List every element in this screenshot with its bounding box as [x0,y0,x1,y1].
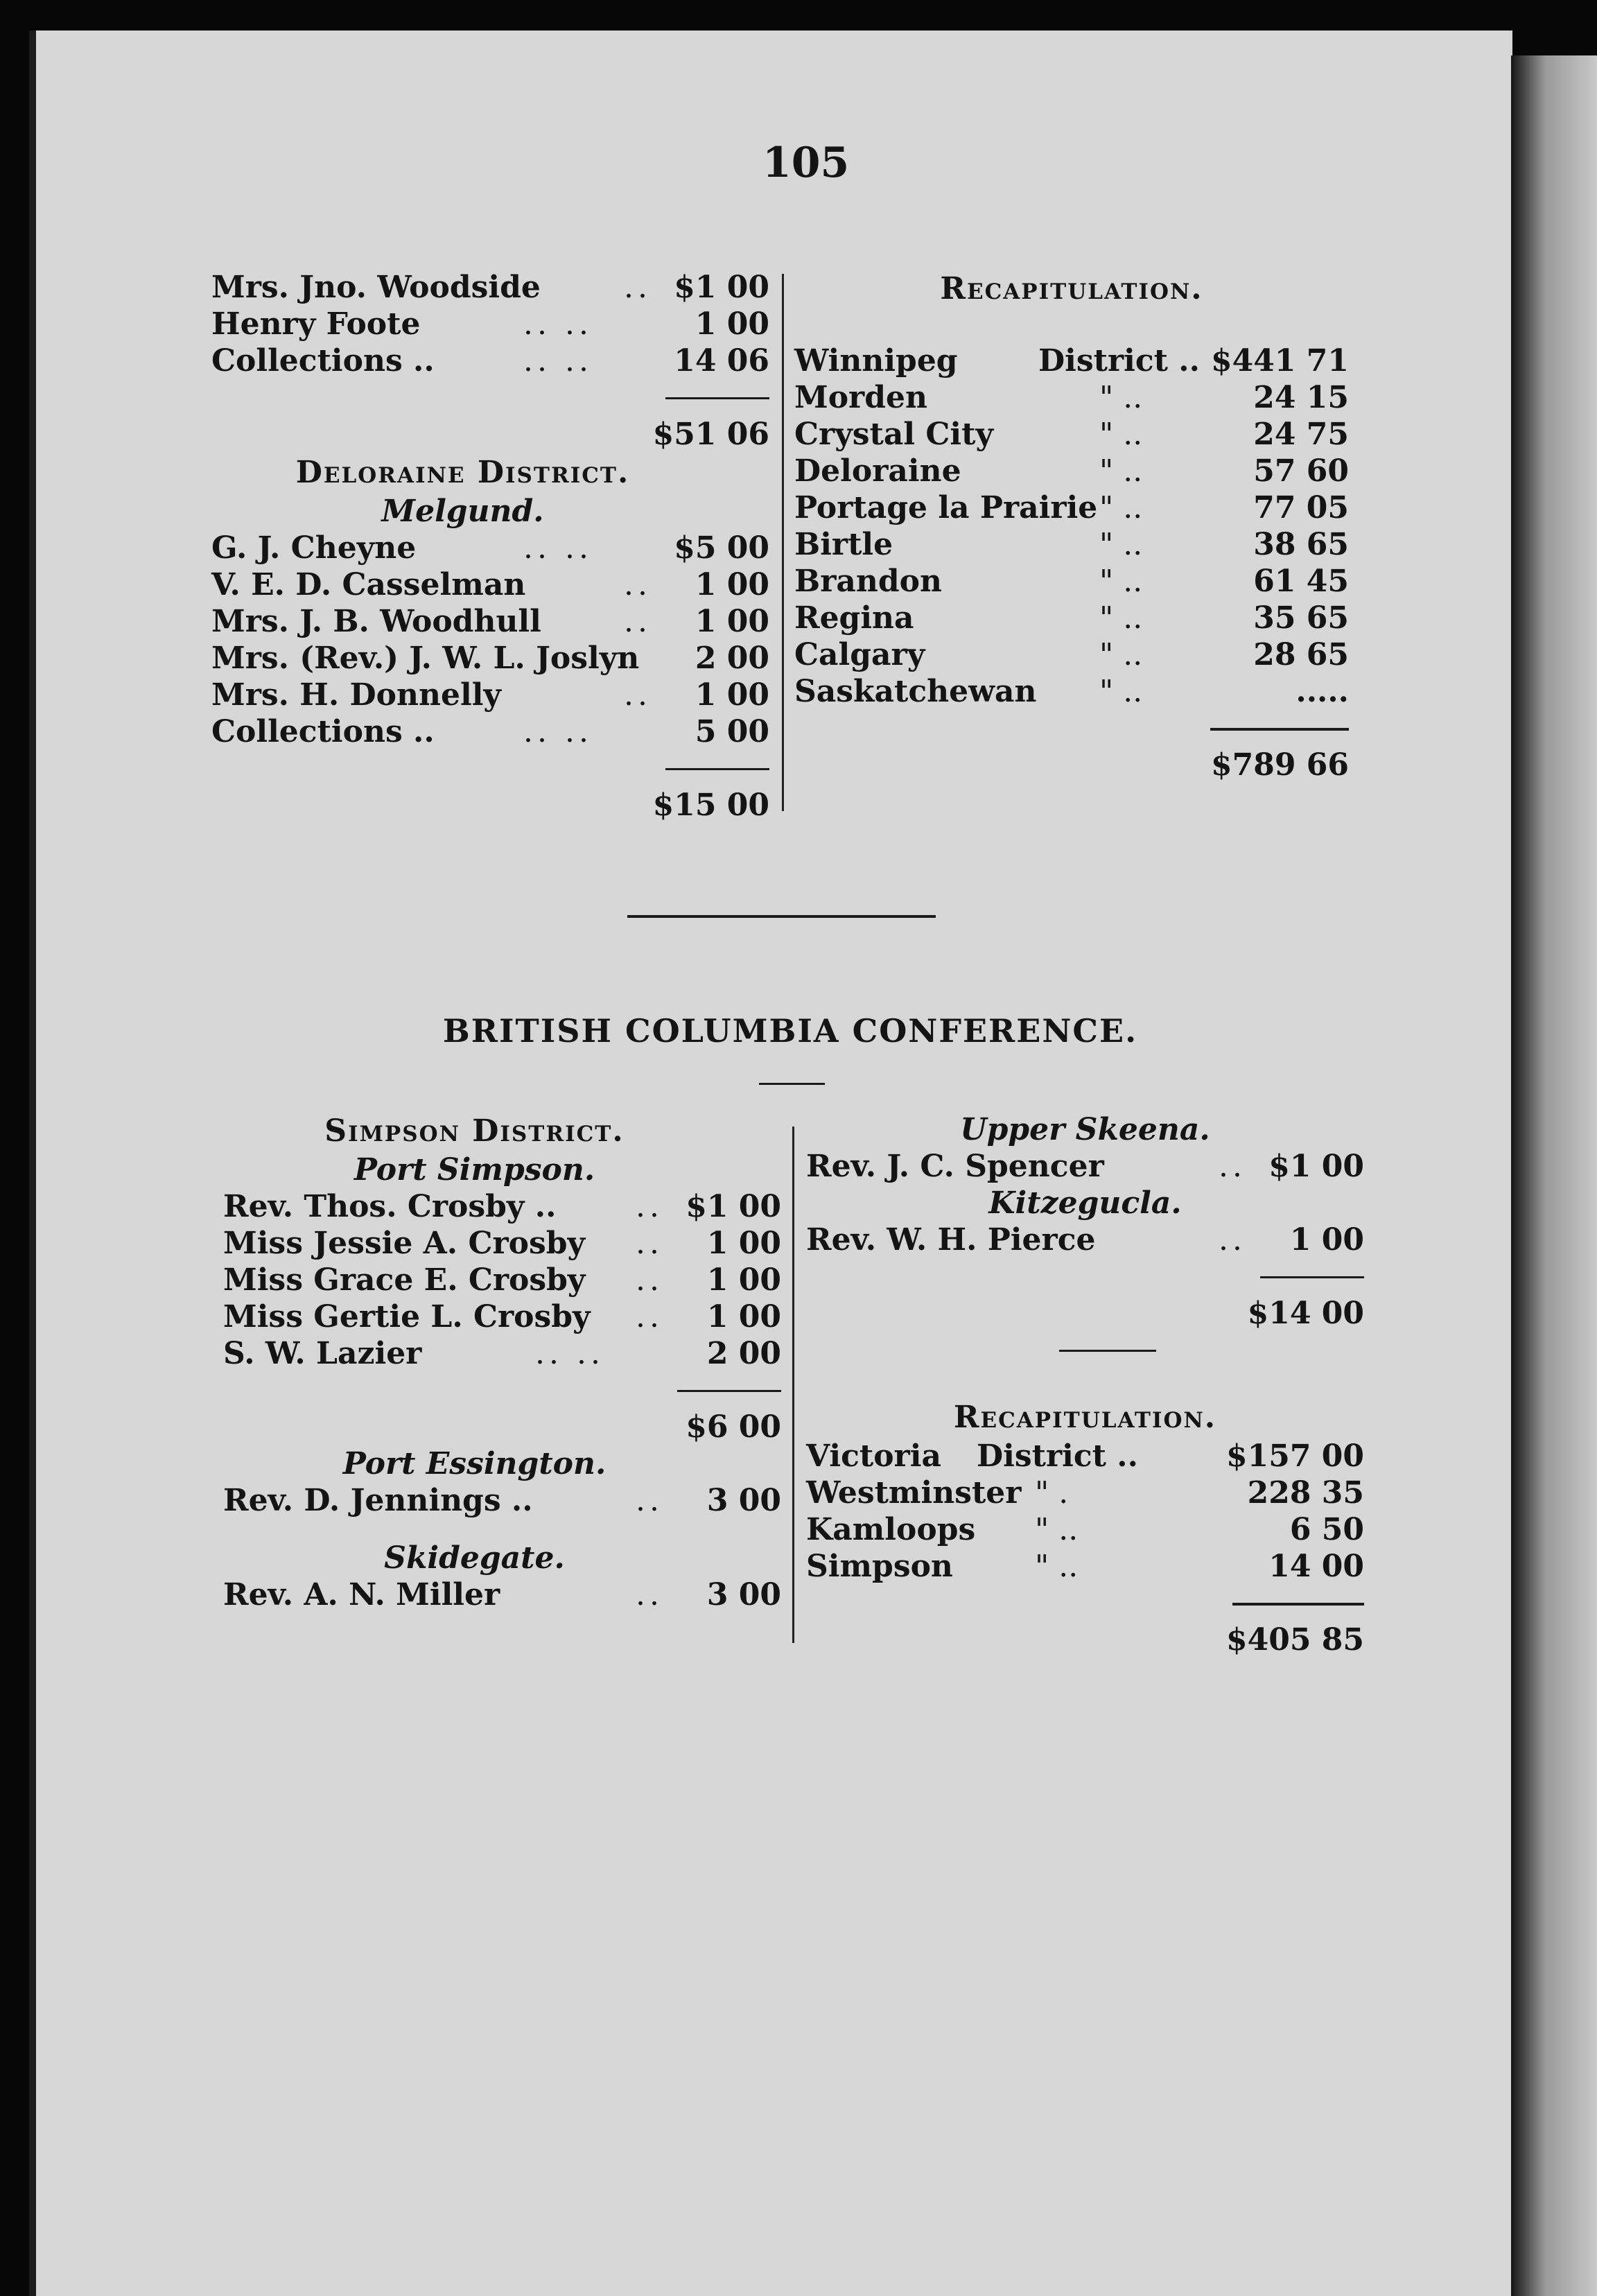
recap-row: Westminster " . 228 35 [806,1475,1364,1511]
spacer [223,1519,781,1540]
sum-rule [665,768,769,770]
contribution-row: G. J. Cheyne .. .. $5 00 [211,530,769,566]
contribution-row: Mrs. (Rev.) J. W. L. Joslyn 2 00 [211,641,769,676]
bottom-left-column [223,1111,781,1613]
contribution-row: Miss Gertie L. Crosby .. 1 00 [223,1299,781,1334]
subtotal-rule-row [223,1372,781,1409]
column-divider [792,1127,794,1643]
subtotal-row: $51 06 [652,417,769,452]
recap-row: Regina " .. 35 65 [794,600,1349,636]
contribution-row: Mrs. H. Donnelly .. 1 00 [211,677,769,713]
recap-row: Deloraine " .. 57 60 [794,453,1349,489]
subtotal-rule-row [211,379,769,416]
spacer [806,1368,1364,1398]
contribution-row: Collections .. .. .. 14 06 [211,343,769,379]
top-right-column [794,269,1349,783]
recap-row: Calgary " .. 28 65 [794,637,1349,672]
bottom-right-column [806,1111,1364,1658]
sum-rule [1260,1276,1364,1278]
contribution-row: Rev. D. Jennings .. .. 3 00 [223,1483,781,1518]
contribution-row: Mrs. J. B. Woodhull .. 1 00 [211,604,769,639]
contribution-row: S. W. Lazier .. .. 2 00 [223,1336,781,1371]
circuit-name: Upper Skeena. [960,1112,1210,1147]
recap-row: Simpson " .. 14 00 [806,1549,1364,1584]
circuit-name: Port Essington. [342,1446,606,1481]
total-rule-row [806,1585,1364,1621]
contribution-row: Collections .. .. .. 5 00 [211,714,769,749]
recap-row: Crystal City " .. 24 75 [794,417,1349,452]
contribution-row: Rev. J. C. Spencer .. $1 00 [806,1149,1364,1184]
title-rule [759,1083,825,1085]
contribution-row: Rev. A. N. Miller .. 3 00 [223,1577,781,1612]
recap-total-row: $405 85 [1225,1622,1364,1658]
contribution-row: Rev. Thos. Crosby .. .. $1 00 [223,1189,781,1224]
separator-rule [1059,1350,1156,1352]
facing-page-edge [1511,55,1597,2296]
circuit-name: Kitzegucla. [988,1185,1182,1221]
contribution-row: Henry Foote .. .. 1 00 [211,306,769,342]
circuit-name: Port Simpson. [354,1152,595,1188]
subtotal-row: $6 00 [686,1409,781,1445]
recap-row: Brandon " .. 61 45 [794,564,1349,599]
recap-row: Portage la Prairie " .. 77 05 [794,490,1349,525]
section-divider [627,915,936,918]
contribution-row: Rev. W. H. Pierce .. 1 00 [806,1222,1364,1258]
total-rule [1232,1603,1364,1606]
recap-row: Kamloops " .. 6 50 [806,1512,1364,1547]
circuit-name: Skidegate. [384,1540,565,1576]
contribution-row: Miss Grace E. Crosby .. 1 00 [223,1262,781,1298]
contribution-row: Mrs. Jno. Woodside .. $1 00 [211,270,769,305]
contribution-row: V. E. D. Casselman .. 1 00 [211,567,769,602]
top-left-column [211,269,769,824]
contribution-row: Miss Jessie A. Crosby .. 1 00 [223,1226,781,1261]
sum-rule [665,397,769,399]
subtotal-rule-row [211,750,769,787]
total-rule [1210,728,1349,731]
total-rule-row [794,710,1349,747]
district-heading: Simpson District. [324,1113,625,1149]
page-number: 105 [762,139,850,187]
separator-row [806,1332,1364,1368]
subtotal-row: $14 00 [1247,1296,1364,1331]
district-heading: Deloraine District. [295,455,630,490]
conference-title: BRITISH COLUMBIA CONFERENCE. [442,1012,1138,1050]
recapitulation-heading: Recapitulation. [940,271,1203,306]
column-divider [782,274,784,811]
circuit-name: Melgund. [381,494,544,529]
sum-rule [677,1390,781,1392]
recap-row: Saskatchewan " .. ..... [794,674,1349,709]
recap-total-row: $789 66 [1210,747,1349,783]
recap-row: Birtle " .. 38 65 [794,527,1349,562]
subtotal-rule-row [806,1258,1364,1295]
recapitulation-heading: Recapitulation. [953,1400,1217,1435]
recap-row: Morden " .. 24 15 [794,380,1349,415]
district-total-row: $15 00 [652,788,769,823]
recap-row: Winnipeg District .. $441 71 [794,343,1349,379]
recap-row: Victoria District .. $157 00 [806,1438,1364,1474]
